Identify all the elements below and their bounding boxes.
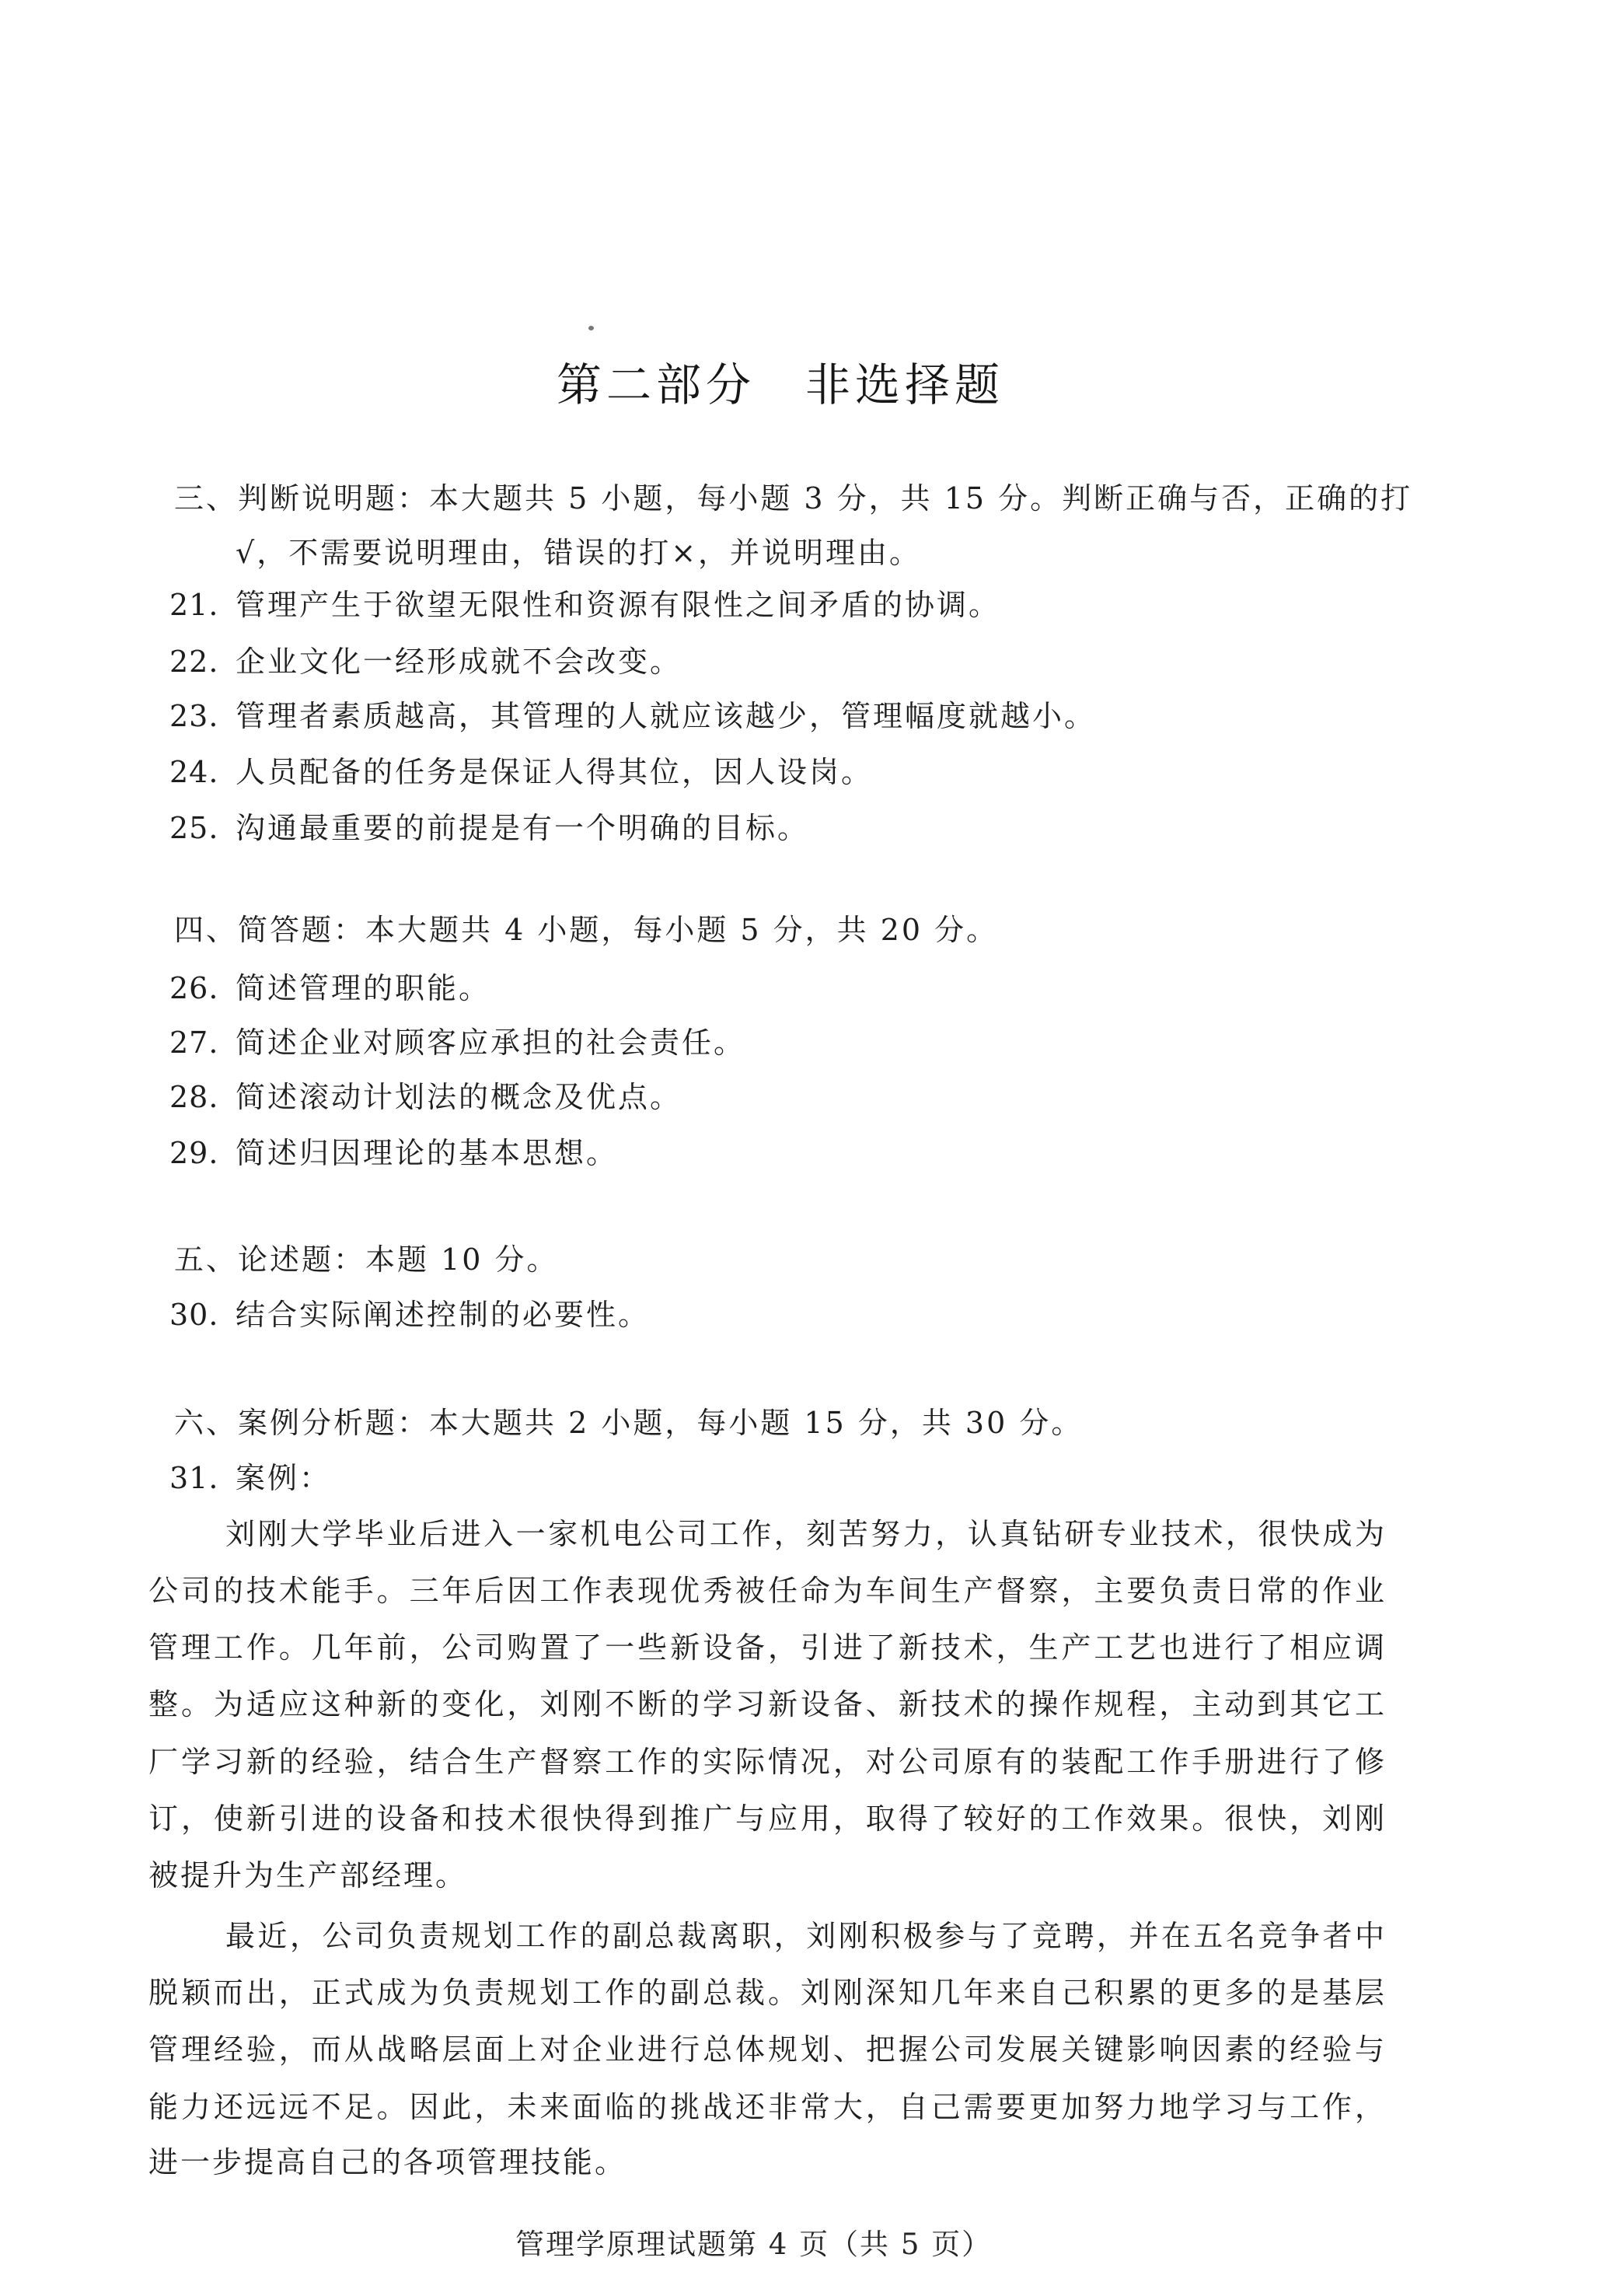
question-number: 25.	[169, 811, 219, 845]
question-number: 24.	[169, 755, 219, 789]
page-footer: 管理学原理试题第 4 页（共 5 页）	[515, 2228, 993, 2261]
question-item-31	[169, 1460, 331, 1497]
question-number: 28.	[169, 1080, 219, 1114]
question-item-22	[169, 644, 682, 681]
section-four-heading: 四、简答题：本大题共 4 小题，每小题 5 分，共 20 分。	[174, 913, 999, 947]
case-paragraph2-line: 能力还远远不足。因此，未来面临的挑战还非常大，自己需要更加努力地学习与工作，	[148, 2090, 1384, 2124]
section-six-heading: 六、案例分析题：本大题共 2 小题，每小题 15 分，共 30 分。	[174, 1406, 1084, 1440]
case-paragraph2-line: 进一步提高自己的各项管理技能。	[148, 2145, 627, 2179]
question-text: 沟通最重要的前提是有一个明确的目标。	[236, 811, 810, 845]
case-paragraph2-line: 脱颖而出，正式成为负责规划工作的副总裁。刘刚深知几年来自己积累的更多的是基层	[148, 1976, 1384, 2010]
case-paragraph1-line: 整。为适应这种新的变化，刘刚不断的学习新设备、新技术的操作规程，主动到其它工	[148, 1687, 1384, 1721]
question-item-25	[169, 810, 809, 847]
question-text: 管理者素质越高，其管理的人就应该越少，管理幅度就越小。	[236, 699, 1097, 733]
question-text: 结合实际阐述控制的必要性。	[236, 1298, 651, 1332]
question-number: 23.	[169, 699, 219, 733]
case-paragraph2-line: 最近，公司负责规划工作的副总裁离职，刘刚积极参与了竞聘，并在五名竞争者中	[225, 1919, 1384, 1953]
case-paragraph1-line: 刘刚大学毕业后进入一家机电公司工作，刻苦努力，认真钻研专业技术，很快成为	[225, 1517, 1384, 1551]
question-text: 管理产生于欲望无限性和资源有限性之间矛盾的协调。	[236, 588, 1001, 622]
question-number: 26.	[169, 971, 219, 1005]
question-item-29	[169, 1135, 618, 1172]
question-number: 22.	[169, 645, 219, 679]
case-paragraph1-line: 公司的技术能手。三年后因工作表现优秀被任命为车间生产督察，主要负责日常的作业	[148, 1574, 1384, 1608]
question-number: 31.	[169, 1461, 219, 1495]
question-number: 29.	[169, 1136, 219, 1170]
question-item-27	[169, 1025, 745, 1062]
question-text: 案例：	[236, 1461, 332, 1495]
case-paragraph2-line: 管理经验，而从战略层面上对企业进行总体规划、把握公司发展关键影响因素的经验与	[148, 2032, 1384, 2067]
case-paragraph1-line: 厂学习新的经验，结合生产督察工作的实际情况，对公司原有的装配工作手册进行了修	[148, 1745, 1384, 1779]
section-three-heading-line1: 三、判断说明题：本大题共 5 小题，每小题 3 分，共 15 分。判断正确与否，正确的打	[174, 481, 1413, 515]
question-text: 简述归因理论的基本思想。	[236, 1136, 619, 1170]
question-number: 30.	[169, 1298, 219, 1332]
question-item-24	[169, 754, 873, 792]
question-item-26	[169, 970, 490, 1008]
question-number: 21.	[169, 588, 219, 622]
question-text: 企业文化一经形成就不会改变。	[236, 645, 682, 679]
question-text: 简述企业对顾客应承担的社会责任。	[236, 1026, 746, 1060]
question-item-21	[169, 587, 1000, 624]
question-text: 简述滚动计划法的概念及优点。	[236, 1080, 682, 1114]
case-paragraph1-line: 被提升为生产部经理。	[148, 1858, 468, 1892]
question-item-28	[169, 1079, 682, 1117]
scan-artifact-dot	[588, 326, 594, 330]
question-text: 人员配备的任务是保证人得其位，因人设岗。	[236, 755, 874, 789]
question-item-30	[169, 1297, 650, 1334]
case-paragraph1-line: 管理工作。几年前，公司购置了一些新设备，引进了新技术，生产工艺也进行了相应调	[148, 1630, 1384, 1665]
question-text: 简述管理的职能。	[236, 971, 491, 1005]
part-title: 第二部分 非选择题	[557, 358, 1005, 411]
case-paragraph1-line: 订，使新引进的设备和技术很快得到推广与应用，取得了较好的工作效果。很快，刘刚	[148, 1802, 1384, 1836]
question-item-23	[169, 698, 1096, 736]
section-five-heading: 五、论述题：本题 10 分。	[174, 1242, 559, 1277]
section-three-heading-line2: √，不需要说明理由，错误的打×，并说明理由。	[236, 536, 922, 570]
question-number: 27.	[169, 1026, 219, 1060]
